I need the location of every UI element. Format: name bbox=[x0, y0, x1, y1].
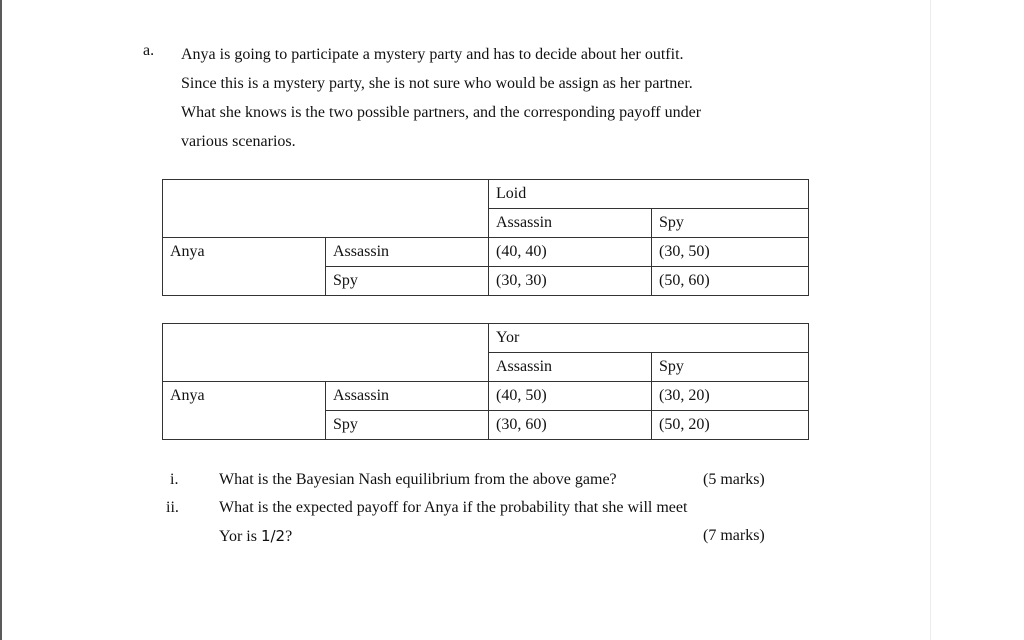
player-name: Anya bbox=[163, 238, 326, 296]
probability-value: 1/2 bbox=[260, 527, 286, 545]
table-corner-cell bbox=[163, 180, 489, 238]
col-strategy: Assassin bbox=[489, 209, 652, 238]
subquestion-text: What is the expected payoff for Anya if the probability that she will meet bbox=[219, 499, 688, 516]
subquestion-text: What is the Bayesian Nash equilibrium from the above game? bbox=[219, 471, 617, 488]
payoff-cell: (40, 50) bbox=[489, 382, 652, 411]
payoff-cell: (30, 60) bbox=[489, 411, 652, 440]
question-paragraph bbox=[181, 40, 821, 156]
col-strategy: Spy bbox=[652, 353, 809, 382]
table-row bbox=[163, 180, 809, 209]
table-row bbox=[163, 382, 809, 411]
payoff-cell: (30, 30) bbox=[489, 267, 652, 296]
col-strategy: Assassin bbox=[489, 353, 652, 382]
question-line: Anya is going to participate a mystery party and has to decide about her outfit. bbox=[181, 46, 684, 63]
row-strategy: Assassin bbox=[326, 238, 489, 267]
subquestion-text-suffix: ? bbox=[285, 528, 293, 545]
payoff-cell: (30, 50) bbox=[652, 238, 809, 267]
payoff-table-loid bbox=[162, 179, 809, 296]
row-strategy: Assassin bbox=[326, 382, 489, 411]
subquestion-marks: (5 marks) bbox=[703, 471, 765, 488]
subquestion-text-prefix: Yor is bbox=[219, 528, 261, 545]
question-line: various scenarios. bbox=[181, 133, 296, 150]
table-row bbox=[163, 324, 809, 353]
payoff-table-yor bbox=[162, 323, 809, 440]
subquestion-number: i. bbox=[170, 471, 179, 488]
question-label: a. bbox=[143, 42, 155, 59]
window-left-edge bbox=[0, 0, 2, 640]
subquestion-number: ii. bbox=[166, 499, 179, 516]
question-line: Since this is a mystery party, she is not sure who would be assign as her partner. bbox=[181, 75, 693, 92]
table-corner-cell bbox=[163, 324, 489, 382]
payoff-cell: (50, 60) bbox=[652, 267, 809, 296]
payoff-cell: (30, 20) bbox=[652, 382, 809, 411]
player-name: Anya bbox=[163, 382, 326, 440]
row-strategy: Spy bbox=[326, 267, 489, 296]
page-right-edge bbox=[930, 0, 931, 640]
col-strategy: Spy bbox=[652, 209, 809, 238]
partner-name: Yor bbox=[489, 324, 809, 353]
subquestion-marks: (7 marks) bbox=[703, 527, 765, 544]
payoff-cell: (40, 40) bbox=[489, 238, 652, 267]
row-strategy: Spy bbox=[326, 411, 489, 440]
subquestion-text-continued bbox=[219, 527, 292, 546]
payoff-cell: (50, 20) bbox=[652, 411, 809, 440]
question-line: What she knows is the two possible partners, and the corresponding payoff under bbox=[181, 104, 702, 121]
table-row bbox=[163, 238, 809, 267]
partner-name: Loid bbox=[489, 180, 809, 209]
